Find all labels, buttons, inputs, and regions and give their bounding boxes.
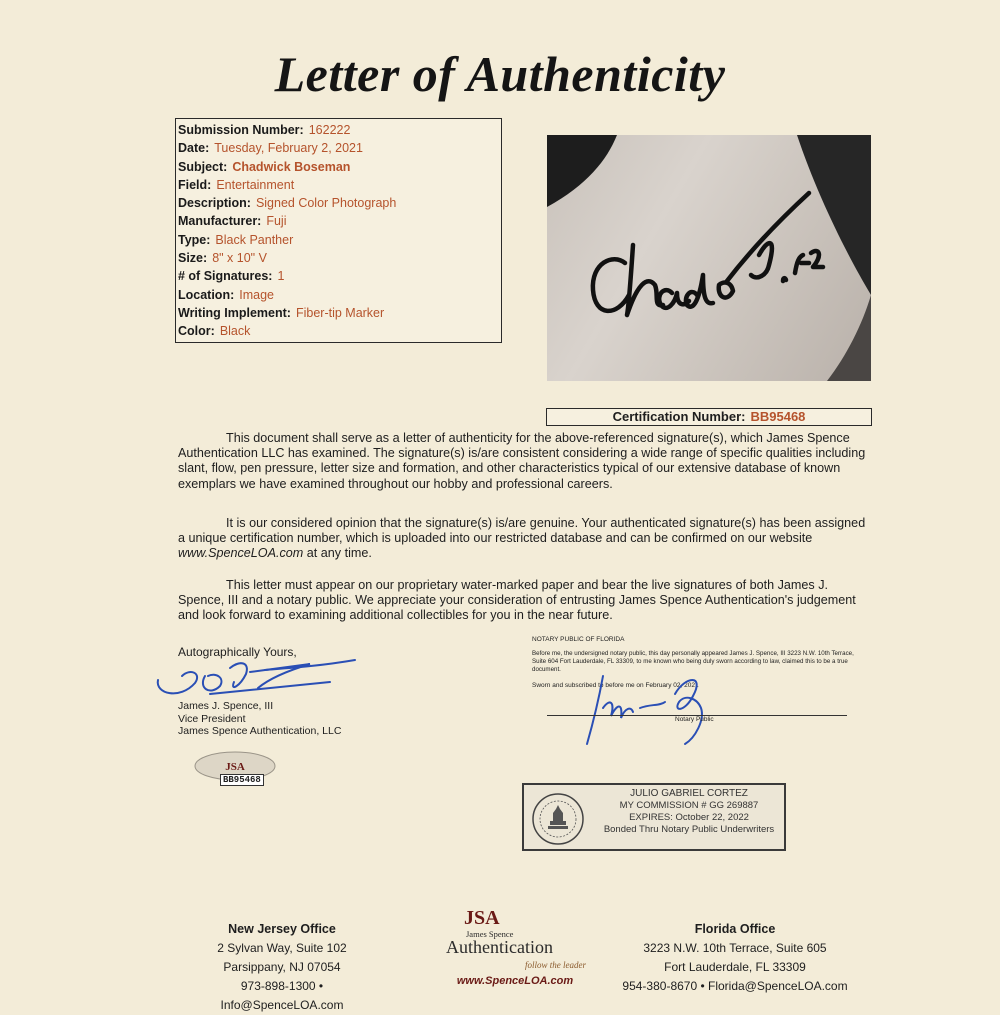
detail-label: Date:: [178, 141, 210, 156]
notary-stamp: [522, 783, 786, 851]
detail-value: Fuji: [266, 214, 287, 229]
detail-label: Description:: [178, 196, 251, 211]
nj-office-heading: New Jersey Office: [228, 922, 336, 936]
photo-dark-shape-right-top: [797, 135, 871, 295]
fl-office-contact: 954-380-8670 • Florida@SpenceLOA.com: [622, 979, 848, 993]
detail-row: [178, 267, 501, 285]
detail-row: [178, 231, 501, 249]
detail-label: Manufacturer:: [178, 214, 262, 229]
signer-title: Vice President: [178, 712, 246, 725]
detail-row: [178, 249, 501, 267]
detail-value: Black: [219, 324, 251, 339]
detail-value: Tuesday, February 2, 2021: [214, 141, 363, 156]
nj-office-address2: Parsippany, NJ 07054: [223, 960, 341, 974]
detail-label: # of Signatures:: [178, 269, 273, 284]
certification-number: BB95468: [750, 409, 806, 424]
paragraph-watermark-text: This letter must appear on our proprietary water-marked paper and bear the live signatures of both James J. Spence, III and a notary public. We appreciate your consideration of entrusting James Spence Authentication's judgement and look forward to examining additional collectibles for you in the near future.: [178, 578, 856, 623]
fl-office-address2: Fort Lauderdale, FL 33309: [664, 960, 806, 974]
florida-office: [620, 920, 850, 996]
logo-jsa: JSA: [464, 907, 500, 929]
detail-row: [178, 286, 501, 304]
paragraph-opinion-end: at any time.: [303, 546, 372, 561]
notary-seal-icon: [530, 791, 586, 847]
detail-row: [178, 322, 501, 340]
detail-value: Black Panther: [215, 232, 294, 247]
detail-label: Submission Number:: [178, 123, 304, 137]
closing-text: Autographically Yours,: [178, 645, 297, 659]
logo-tagline: follow the leader: [525, 960, 586, 970]
logo-james-spence: James Spence: [466, 929, 514, 939]
logo-authentication: Authentication: [446, 937, 553, 957]
detail-row: [178, 304, 501, 322]
signer-name: James J. Spence, III: [178, 700, 274, 712]
new-jersey-office: [182, 920, 382, 1015]
notary-sworn: Sworn and subscribed to before me on February 02, 2021: [532, 682, 699, 689]
certification-label: Certification Number:: [612, 409, 746, 424]
jsa-hologram-sticker: [190, 748, 280, 788]
certification-number-box: [546, 408, 872, 426]
fl-office-address1: 3223 N.W. 10th Terrace, Suite 605: [643, 941, 827, 955]
page-title: Letter of Authenticity: [274, 46, 726, 102]
detail-value: Signed Color Photograph: [255, 196, 397, 211]
fl-office-heading: Florida Office: [694, 922, 776, 936]
details-box: [175, 118, 502, 343]
detail-value: 8" x 10" V: [212, 251, 267, 266]
sticker-code: BB95468: [220, 774, 264, 786]
stamp-text: [594, 788, 784, 836]
notary-body: Before me, the undersigned notary public, this day personally appeared James J. Spence, III 3223 N.W. 10th Terrace, Suite 604 Fort Lauderdale, FL 33309, to me known who being duly sworn according to law, claimed this to be a true document.: [532, 650, 854, 673]
stamp-line-commission: MY COMMISSION # GG 269887: [619, 800, 759, 811]
paragraph-watermark: [178, 578, 868, 624]
detail-label: Size:: [178, 251, 208, 266]
stamp-line-bonded: Bonded Thru Notary Public Underwriters: [603, 824, 775, 835]
detail-row: [178, 194, 501, 212]
detail-value: 1: [277, 269, 285, 284]
detail-row: [178, 121, 501, 139]
detail-label: Writing Implement:: [178, 305, 291, 320]
photo-dark-shape-right-bottom: [827, 295, 871, 381]
signed-photo: [547, 135, 871, 381]
signer-block: [178, 700, 341, 738]
detail-label: Subject:: [178, 159, 228, 174]
stamp-line-name: JULIO GABRIEL CORTEZ: [630, 788, 748, 799]
spence-signature: [150, 648, 360, 703]
paragraph-examination: [178, 431, 868, 492]
paragraph-opinion-text: It is our considered opinion that the signature(s) is/are genuine. Your authenticated signature(s) has been assigned a unique certification number, which is uploaded into our restricted database and can be confirmed on our website: [178, 516, 866, 546]
paragraph-opinion: [178, 516, 868, 562]
notary-signature: [565, 668, 725, 748]
detail-row: [178, 176, 501, 194]
nj-office-address1: 2 Sylvan Way, Suite 102: [217, 941, 347, 955]
detail-row: [178, 212, 501, 230]
nj-office-contact: 973-898-1300 • Info@SpenceLOA.com: [220, 979, 344, 1012]
photo-signature: [593, 193, 823, 315]
detail-label: Type:: [178, 232, 211, 247]
detail-label: Location:: [178, 287, 235, 302]
detail-row: [178, 158, 501, 176]
detail-value: Entertainment: [216, 177, 295, 192]
detail-value: Fiber-tip Marker: [295, 305, 385, 320]
detail-label: Field:: [178, 177, 212, 192]
detail-value: Image: [239, 287, 274, 302]
website-link[interactable]: www.SpenceLOA.com: [178, 546, 304, 561]
detail-value: 162222: [308, 123, 351, 137]
detail-row: [178, 139, 501, 157]
jsa-logo: [430, 905, 590, 990]
notary-heading: NOTARY PUBLIC OF FLORIDA: [532, 636, 625, 643]
paragraph-examination-text: This document shall serve as a letter of authenticity for the above-referenced signature(s), which James Spence Authentication LLC has examined. The signature(s) is/are consistent considering a wide range of specific qualities including slant, flow, pen pressure, letter size and formation, and other characteristics typical of our extensive database of known exemplars we have examined throughout our hobby and professional careers.: [178, 431, 866, 491]
detail-label: Color:: [178, 324, 215, 339]
photo-dark-shape-left: [547, 135, 617, 207]
stamp-line-expires: EXPIRES: October 22, 2022: [629, 812, 749, 823]
detail-value: Chadwick Boseman: [232, 159, 351, 174]
photo-graphic: [547, 135, 871, 381]
logo-website[interactable]: www.SpenceLOA.com: [456, 975, 574, 987]
sticker-jsa-mark: JSA: [225, 761, 245, 773]
signer-company: James Spence Authentication, LLC: [178, 725, 342, 737]
notary-label: Notary Public: [675, 716, 714, 723]
